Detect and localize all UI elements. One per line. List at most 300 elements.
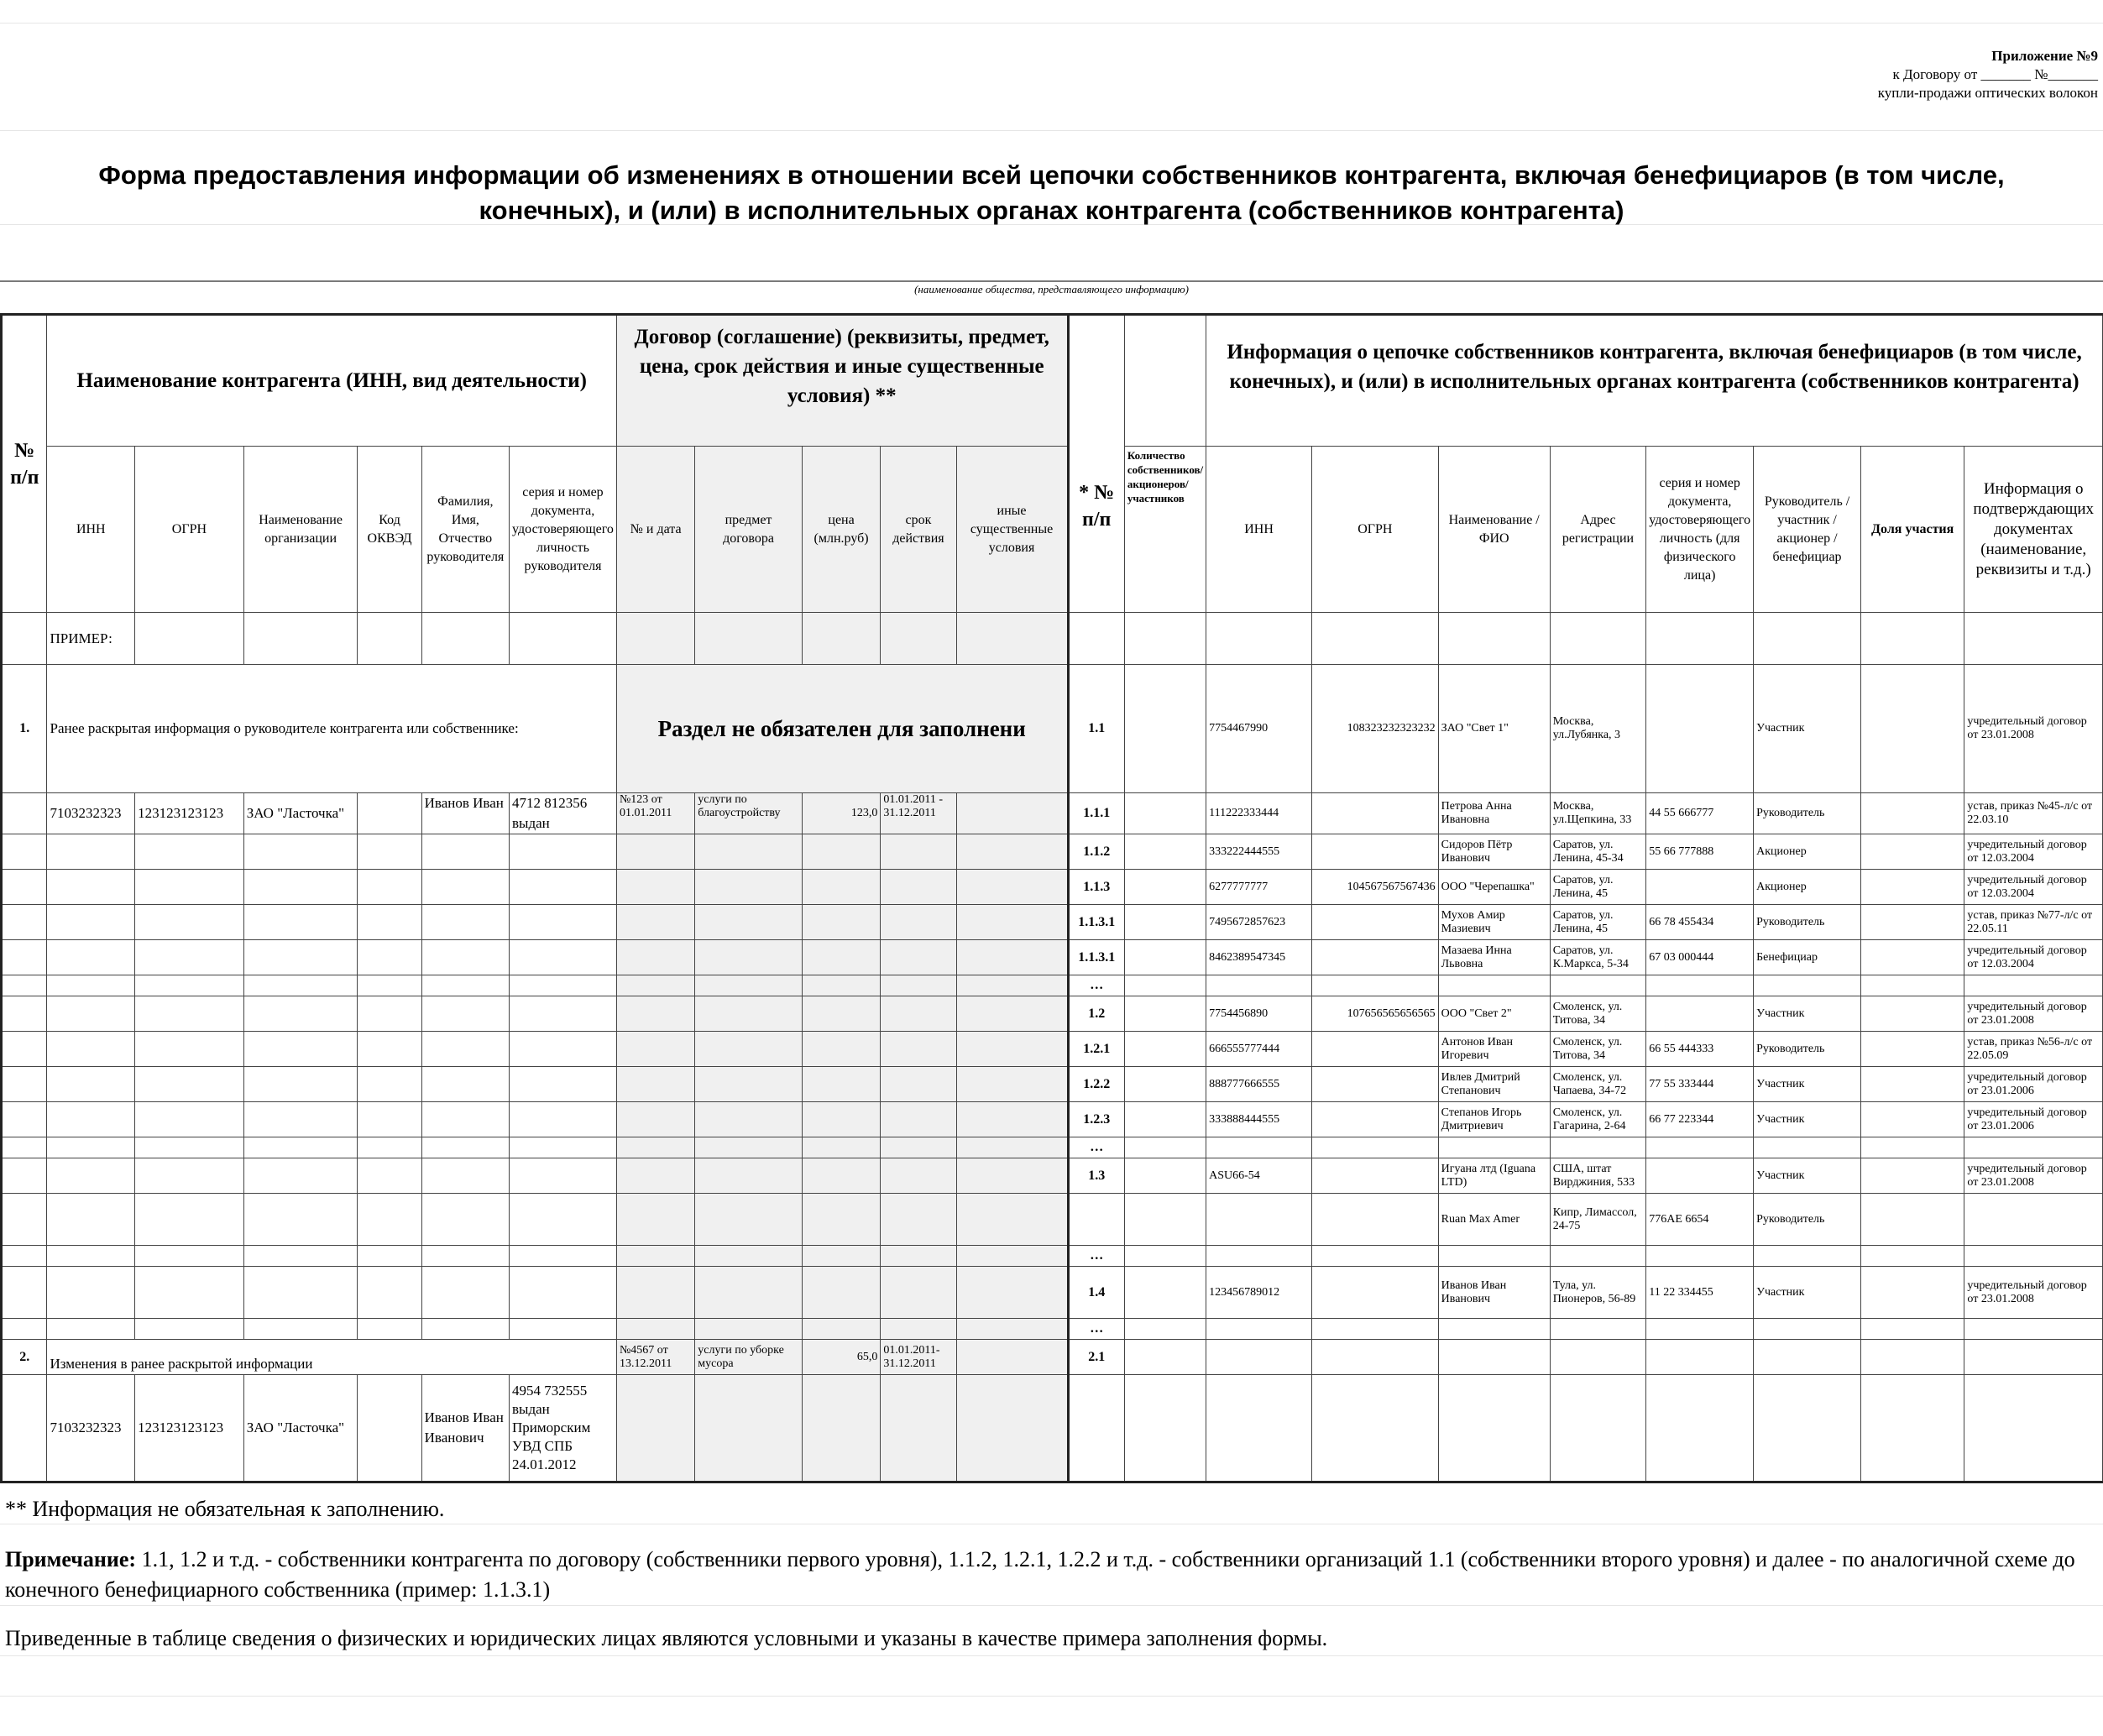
chain-docs[interactable] — [1964, 1246, 2103, 1267]
section2-other[interactable] — [956, 1340, 1068, 1375]
cell[interactable] — [135, 975, 244, 996]
cell[interactable] — [358, 1246, 421, 1267]
cell[interactable] — [358, 905, 421, 940]
cell[interactable] — [358, 870, 421, 905]
cell[interactable] — [802, 1102, 881, 1137]
row-np-cell[interactable] — [2, 793, 47, 834]
cell[interactable] — [802, 1319, 881, 1340]
chain-docs[interactable] — [1964, 1137, 2103, 1158]
cell[interactable] — [243, 1032, 358, 1067]
cell[interactable] — [956, 1067, 1068, 1102]
cell[interactable] — [421, 940, 509, 975]
cell[interactable] — [802, 1032, 881, 1067]
chain-role[interactable]: Руководитель — [1754, 1032, 1861, 1067]
cell[interactable] — [956, 940, 1068, 975]
chain-docs[interactable]: устав, приказ №77-л/с от 22.05.11 — [1964, 905, 2103, 940]
cell[interactable] — [956, 1102, 1068, 1137]
chain-ogrn[interactable]: 107656565656565 — [1312, 996, 1439, 1032]
row-np-cell[interactable] — [2, 996, 47, 1032]
chain-doc[interactable]: 67 03 000444 — [1646, 940, 1754, 975]
chain-role[interactable]: Участник — [1754, 1267, 1861, 1319]
row-np-cell[interactable] — [2, 1267, 47, 1319]
example-cell[interactable] — [881, 613, 956, 665]
cell[interactable] — [510, 1137, 617, 1158]
example-cell[interactable] — [1646, 613, 1754, 665]
cp1-term[interactable]: 01.01.2011 - 31.12.2011 — [881, 793, 956, 834]
cell[interactable] — [358, 1102, 421, 1137]
cell[interactable] — [802, 975, 881, 996]
cell[interactable] — [881, 975, 956, 996]
row-np-cell[interactable] — [2, 975, 47, 996]
cell[interactable] — [616, 1375, 694, 1482]
cell[interactable] — [358, 834, 421, 870]
chain-share[interactable] — [1860, 1319, 1964, 1340]
chain-name[interactable]: Степанов Игорь Дмитриевич — [1438, 1102, 1550, 1137]
chain-role[interactable]: Участник — [1754, 1067, 1861, 1102]
cell[interactable] — [47, 1067, 135, 1102]
chain-inn[interactable] — [1206, 1137, 1312, 1158]
cell[interactable] — [1438, 1375, 1550, 1482]
chain-ogrn[interactable]: 104567567567436 — [1312, 870, 1439, 905]
cell[interactable] — [956, 996, 1068, 1032]
cell[interactable] — [243, 1267, 358, 1319]
cell[interactable] — [1646, 1375, 1754, 1482]
cell[interactable] — [881, 1246, 956, 1267]
cell[interactable] — [421, 905, 509, 940]
chain-addr[interactable]: Саратов, ул. Ленина, 45 — [1550, 870, 1646, 905]
chain-doc[interactable] — [1646, 1246, 1754, 1267]
chain-docs[interactable]: устав, приказ №56-л/с от 22.05.09 — [1964, 1032, 2103, 1067]
cell[interactable] — [695, 975, 803, 996]
row-np-cell[interactable] — [2, 1158, 47, 1194]
cell[interactable] — [802, 1267, 881, 1319]
chain-name[interactable]: Мазаева Инна Львовна — [1438, 940, 1550, 975]
cell[interactable] — [956, 793, 1068, 834]
cell[interactable] — [1206, 1375, 1312, 1482]
chain-inn[interactable] — [1206, 975, 1312, 996]
chain-inn[interactable]: 8462389547345 — [1206, 940, 1312, 975]
cell[interactable] — [616, 1137, 694, 1158]
cell[interactable] — [881, 1102, 956, 1137]
cell[interactable] — [135, 940, 244, 975]
chain-ogrn[interactable] — [1312, 1319, 1439, 1340]
chain-ogrn[interactable] — [1312, 1246, 1439, 1267]
row-np-cell[interactable] — [2, 834, 47, 870]
cell[interactable] — [695, 870, 803, 905]
cell[interactable] — [243, 1158, 358, 1194]
cell[interactable] — [47, 1158, 135, 1194]
chain-qty[interactable] — [1124, 1194, 1206, 1246]
cell[interactable] — [802, 905, 881, 940]
cell[interactable] — [243, 1137, 358, 1158]
cell[interactable] — [881, 1032, 956, 1067]
cp2-inn[interactable]: 7103232323 — [47, 1375, 135, 1482]
cell[interactable] — [47, 940, 135, 975]
chain-role[interactable]: Участник — [1754, 665, 1861, 793]
chain-doc[interactable]: 44 55 666777 — [1646, 793, 1754, 834]
cell[interactable] — [2, 1375, 47, 1482]
row-np-cell[interactable] — [2, 1246, 47, 1267]
chain-doc[interactable] — [1646, 665, 1754, 793]
chain-name[interactable] — [1438, 1137, 1550, 1158]
cell[interactable] — [358, 1319, 421, 1340]
chain-share[interactable] — [1860, 1102, 1964, 1137]
chain-addr[interactable]: Смоленск, ул. Титова, 34 — [1550, 1032, 1646, 1067]
cell[interactable] — [695, 1137, 803, 1158]
chain-share[interactable] — [1860, 1246, 1964, 1267]
cell[interactable] — [881, 1158, 956, 1194]
chain-name[interactable]: Игуана лтд (Iguana LTD) — [1438, 1158, 1550, 1194]
cell[interactable] — [47, 975, 135, 996]
cell[interactable] — [881, 996, 956, 1032]
chain-doc[interactable] — [1646, 975, 1754, 996]
chain-name[interactable] — [1438, 1319, 1550, 1340]
chain-docs[interactable]: учредительный договор от 12.03.2004 — [1964, 834, 2103, 870]
cell[interactable] — [695, 1158, 803, 1194]
row-np-cell[interactable] — [2, 1102, 47, 1137]
chain-addr[interactable]: Смоленск, ул. Гагарина, 2-64 — [1550, 1102, 1646, 1137]
chain-share[interactable] — [1860, 996, 1964, 1032]
chain-ogrn[interactable] — [1312, 940, 1439, 975]
cell[interactable] — [695, 834, 803, 870]
cp1-inn[interactable]: 7103232323 — [47, 793, 135, 834]
example-cell[interactable] — [1068, 613, 1124, 665]
chain-qty[interactable] — [1124, 834, 1206, 870]
chain-role[interactable]: Акционер — [1754, 870, 1861, 905]
cell[interactable] — [695, 1319, 803, 1340]
example-cell[interactable] — [1206, 613, 1312, 665]
chain-doc[interactable]: 11 22 334455 — [1646, 1267, 1754, 1319]
chain-role[interactable] — [1754, 1319, 1861, 1340]
chain-inn[interactable]: 888777666555 — [1206, 1067, 1312, 1102]
chain-share[interactable] — [1860, 1158, 1964, 1194]
chain-doc[interactable] — [1646, 996, 1754, 1032]
cell[interactable] — [1964, 1375, 2103, 1482]
chain-qty[interactable] — [1124, 1137, 1206, 1158]
chain-ogrn[interactable] — [1312, 1194, 1439, 1246]
cell[interactable] — [421, 1267, 509, 1319]
chain-inn[interactable]: 7754467990 — [1206, 665, 1312, 793]
cell[interactable] — [243, 940, 358, 975]
cell[interactable] — [881, 1375, 956, 1482]
cp1-ogrn[interactable]: 123123123123 — [135, 793, 244, 834]
cell[interactable] — [243, 975, 358, 996]
cell[interactable] — [243, 870, 358, 905]
chain-ogrn[interactable]: 108323232323232 — [1312, 665, 1439, 793]
chain-docs[interactable] — [1964, 1319, 2103, 1340]
chain-role[interactable]: Участник — [1754, 1102, 1861, 1137]
chain-doc[interactable]: 66 55 444333 — [1646, 1032, 1754, 1067]
cell[interactable] — [802, 1067, 881, 1102]
chain-inn[interactable]: 666555777444 — [1206, 1032, 1312, 1067]
cell[interactable] — [510, 1267, 617, 1319]
cell[interactable] — [358, 940, 421, 975]
cell[interactable] — [135, 1102, 244, 1137]
chain-ogrn[interactable] — [1312, 834, 1439, 870]
example-cell[interactable] — [358, 613, 421, 665]
chain-share[interactable] — [1860, 905, 1964, 940]
chain-name[interactable]: Мухов Амир Мазиевич — [1438, 905, 1550, 940]
example-cell[interactable] — [695, 613, 803, 665]
chain-inn[interactable]: 333888444555 — [1206, 1102, 1312, 1137]
cell[interactable] — [358, 1137, 421, 1158]
cp2-doc[interactable]: 4954 732555 выдан Приморским УВД СПБ 24.01.2012 — [510, 1375, 617, 1482]
chain-name[interactable] — [1438, 1246, 1550, 1267]
cell[interactable] — [1312, 1375, 1439, 1482]
example-cell[interactable] — [1124, 613, 1206, 665]
chain-addr[interactable]: Смоленск, ул. Чапаева, 34-72 — [1550, 1067, 1646, 1102]
cp2-org[interactable]: ЗАО "Ласточка" — [243, 1375, 358, 1482]
cell[interactable] — [510, 1194, 617, 1246]
cell[interactable] — [47, 834, 135, 870]
cell[interactable] — [243, 834, 358, 870]
cell[interactable] — [956, 870, 1068, 905]
chain-share[interactable] — [1860, 665, 1964, 793]
cell[interactable] — [956, 1375, 1068, 1482]
chain-ogrn[interactable] — [1312, 1102, 1439, 1137]
chain-addr[interactable]: Саратов, ул. К.Маркса, 5-34 — [1550, 940, 1646, 975]
cell[interactable] — [47, 1032, 135, 1067]
cell[interactable] — [358, 1194, 421, 1246]
cell[interactable] — [695, 1067, 803, 1102]
cell[interactable] — [135, 1246, 244, 1267]
chain-inn[interactable]: ASU66-54 — [1206, 1158, 1312, 1194]
cp1-num-date[interactable]: №123 от 01.01.2011 — [616, 793, 694, 834]
cell[interactable] — [1438, 1340, 1550, 1375]
cp1-subject[interactable]: услуги по благоустройству — [695, 793, 803, 834]
chain-name[interactable]: Ruan Max Amer — [1438, 1194, 1550, 1246]
cell[interactable] — [135, 870, 244, 905]
cell[interactable] — [510, 1319, 617, 1340]
cell[interactable] — [421, 870, 509, 905]
cell[interactable] — [1550, 1375, 1646, 1482]
cell[interactable] — [956, 1246, 1068, 1267]
cell[interactable] — [510, 940, 617, 975]
chain-role[interactable]: Руководитель — [1754, 1194, 1861, 1246]
chain-addr[interactable]: США, штат Вирджиния, 533 — [1550, 1158, 1646, 1194]
chain-addr[interactable]: Тула, ул. Пионеров, 56-89 — [1550, 1267, 1646, 1319]
cell[interactable] — [1312, 1340, 1439, 1375]
chain-ogrn[interactable] — [1312, 905, 1439, 940]
cell[interactable] — [695, 1102, 803, 1137]
cell[interactable] — [956, 1194, 1068, 1246]
chain-qty[interactable] — [1124, 870, 1206, 905]
chain-docs[interactable]: устав, приказ №45-л/с от 22.03.10 — [1964, 793, 2103, 834]
chain-qty[interactable] — [1124, 793, 1206, 834]
cell[interactable] — [881, 940, 956, 975]
chain-share[interactable] — [1860, 1137, 1964, 1158]
chain-address[interactable]: Москва, ул.Лубянка, 3 — [1550, 665, 1646, 793]
row-np-cell[interactable] — [2, 905, 47, 940]
cell[interactable] — [695, 1246, 803, 1267]
cell[interactable] — [47, 870, 135, 905]
chain-doc[interactable] — [1646, 1158, 1754, 1194]
chain-share[interactable] — [1860, 940, 1964, 975]
example-cell[interactable] — [1964, 613, 2103, 665]
example-cell[interactable] — [802, 613, 881, 665]
cell[interactable] — [881, 1137, 956, 1158]
cell[interactable] — [802, 996, 881, 1032]
chain-qty[interactable] — [1124, 1267, 1206, 1319]
chain-addr[interactable]: Саратов, ул. Ленина, 45 — [1550, 905, 1646, 940]
cell[interactable] — [135, 1032, 244, 1067]
cell[interactable] — [47, 1102, 135, 1137]
cell[interactable] — [135, 1158, 244, 1194]
cell[interactable] — [616, 1067, 694, 1102]
cell[interactable] — [881, 870, 956, 905]
chain-role[interactable]: Руководитель — [1754, 793, 1861, 834]
chain-docs[interactable]: учредительный договор от 23.01.2008 — [1964, 1267, 2103, 1319]
chain-doc[interactable]: 66 78 455434 — [1646, 905, 1754, 940]
chain-addr[interactable] — [1550, 975, 1646, 996]
chain-share[interactable] — [1860, 1032, 1964, 1067]
cell[interactable] — [135, 1067, 244, 1102]
chain-addr[interactable] — [1550, 1246, 1646, 1267]
chain-share[interactable] — [1860, 1267, 1964, 1319]
chain-role[interactable]: Руководитель — [1754, 905, 1861, 940]
chain-ogrn[interactable] — [1312, 975, 1439, 996]
cell[interactable] — [47, 1267, 135, 1319]
chain-role[interactable]: Участник — [1754, 1158, 1861, 1194]
chain-addr[interactable]: Саратов, ул. Ленина, 45-34 — [1550, 834, 1646, 870]
chain-inn[interactable]: 333222444555 — [1206, 834, 1312, 870]
cell[interactable] — [243, 1067, 358, 1102]
cell[interactable] — [1964, 1340, 2103, 1375]
chain-qty[interactable] — [1124, 905, 1206, 940]
chain-inn[interactable]: 7754456890 — [1206, 996, 1312, 1032]
cell[interactable] — [1206, 1340, 1312, 1375]
cell[interactable] — [1754, 1375, 1861, 1482]
chain-docs[interactable]: учредительный договор от 23.01.2006 — [1964, 1102, 2103, 1137]
chain-docs[interactable]: учредительный договор от 12.03.2004 — [1964, 870, 2103, 905]
row-np-cell[interactable] — [2, 1137, 47, 1158]
cell[interactable] — [135, 1267, 244, 1319]
cell[interactable] — [358, 793, 421, 834]
cell[interactable] — [421, 1158, 509, 1194]
cell[interactable] — [695, 940, 803, 975]
cell[interactable] — [1550, 1340, 1646, 1375]
cell[interactable] — [1754, 1340, 1861, 1375]
chain-ogrn[interactable] — [1312, 1067, 1439, 1102]
cell[interactable] — [47, 1246, 135, 1267]
cell[interactable] — [802, 870, 881, 905]
chain-role[interactable] — [1754, 1137, 1861, 1158]
cell[interactable] — [358, 975, 421, 996]
cp2-fio[interactable]: Иванов Иван Иванович — [421, 1375, 509, 1482]
chain-addr[interactable]: Смоленск, ул. Титова, 34 — [1550, 996, 1646, 1032]
cell[interactable] — [421, 1194, 509, 1246]
cell[interactable] — [1124, 1375, 1206, 1482]
cell[interactable] — [510, 996, 617, 1032]
chain-role[interactable] — [1754, 1246, 1861, 1267]
chain-inn[interactable] — [1206, 1246, 1312, 1267]
cell[interactable] — [695, 1267, 803, 1319]
chain-addr[interactable] — [1550, 1137, 1646, 1158]
chain-share[interactable] — [1860, 793, 1964, 834]
chain-ogrn[interactable] — [1312, 1137, 1439, 1158]
cell[interactable] — [135, 1194, 244, 1246]
row-np-cell[interactable] — [2, 870, 47, 905]
chain-doc[interactable]: 66 77 223344 — [1646, 1102, 1754, 1137]
cell[interactable] — [695, 905, 803, 940]
chain-addr[interactable]: Кипр, Лимассол, 24-75 — [1550, 1194, 1646, 1246]
chain-docs[interactable]: учредительный договор от 23.01.2006 — [1964, 1067, 2103, 1102]
chain-qty[interactable] — [1124, 1067, 1206, 1102]
example-cell[interactable] — [510, 613, 617, 665]
cell[interactable] — [510, 1032, 617, 1067]
cell[interactable] — [616, 905, 694, 940]
cell[interactable] — [358, 1032, 421, 1067]
cell[interactable] — [956, 1137, 1068, 1158]
cell[interactable] — [243, 905, 358, 940]
cp2-okved[interactable] — [358, 1375, 421, 1482]
example-cell[interactable] — [1438, 613, 1550, 665]
cell[interactable] — [616, 1194, 694, 1246]
section2-term[interactable]: 01.01.2011- 31.12.2011 — [881, 1340, 956, 1375]
cp2-ogrn[interactable]: 123123123123 — [135, 1375, 244, 1482]
chain-role[interactable]: Участник — [1754, 996, 1861, 1032]
cell[interactable] — [1068, 1375, 1124, 1482]
chain-name[interactable]: Петрова Анна Ивановна — [1438, 793, 1550, 834]
chain-inn[interactable]: 111222333444 — [1206, 793, 1312, 834]
cell[interactable] — [616, 1319, 694, 1340]
cell[interactable] — [616, 1032, 694, 1067]
example-cell[interactable] — [1754, 613, 1861, 665]
example-cell[interactable] — [1860, 613, 1964, 665]
chain-name[interactable]: ЗАО "Свет 1" — [1438, 665, 1550, 793]
cell[interactable] — [1860, 1375, 1964, 1482]
cell[interactable] — [616, 870, 694, 905]
chain-qty[interactable] — [1124, 1032, 1206, 1067]
cell[interactable] — [1860, 1340, 1964, 1375]
chain-docs[interactable]: учредительный договор от 23.01.2008 — [1964, 996, 2103, 1032]
cell[interactable] — [1646, 1340, 1754, 1375]
cell[interactable] — [881, 1267, 956, 1319]
cell[interactable] — [47, 905, 135, 940]
chain-share[interactable] — [1860, 975, 1964, 996]
chain-qty[interactable] — [1124, 1246, 1206, 1267]
chain-qty[interactable] — [1124, 665, 1206, 793]
cell[interactable] — [695, 996, 803, 1032]
cell[interactable] — [956, 975, 1068, 996]
chain-qty[interactable] — [1124, 996, 1206, 1032]
example-cell[interactable] — [956, 613, 1068, 665]
cell[interactable] — [802, 1246, 881, 1267]
cell[interactable] — [695, 1194, 803, 1246]
cell[interactable] — [47, 1319, 135, 1340]
cell[interactable] — [616, 996, 694, 1032]
row-np-cell[interactable] — [2, 1032, 47, 1067]
chain-doc[interactable]: 776AE 6654 — [1646, 1194, 1754, 1246]
cell[interactable] — [510, 975, 617, 996]
chain-share[interactable] — [1860, 834, 1964, 870]
cell[interactable] — [956, 1032, 1068, 1067]
chain-inn[interactable] — [1206, 1319, 1312, 1340]
section2-price[interactable]: 65,0 — [802, 1340, 881, 1375]
cell[interactable] — [956, 1158, 1068, 1194]
section2-num-date[interactable]: №4567 от 13.12.2011 — [616, 1340, 694, 1375]
chain-inn[interactable] — [1206, 1194, 1312, 1246]
chain-name[interactable] — [1438, 975, 1550, 996]
cell[interactable] — [802, 940, 881, 975]
chain-role[interactable]: Акционер — [1754, 834, 1861, 870]
cell[interactable] — [47, 1194, 135, 1246]
cell[interactable] — [47, 996, 135, 1032]
chain-name[interactable]: Сидоров Пётр Иванович — [1438, 834, 1550, 870]
chain-addr[interactable]: Москва, ул.Щепкина, 33 — [1550, 793, 1646, 834]
cell[interactable] — [695, 1375, 803, 1482]
chain-name[interactable]: ООО "Черепашка" — [1438, 870, 1550, 905]
